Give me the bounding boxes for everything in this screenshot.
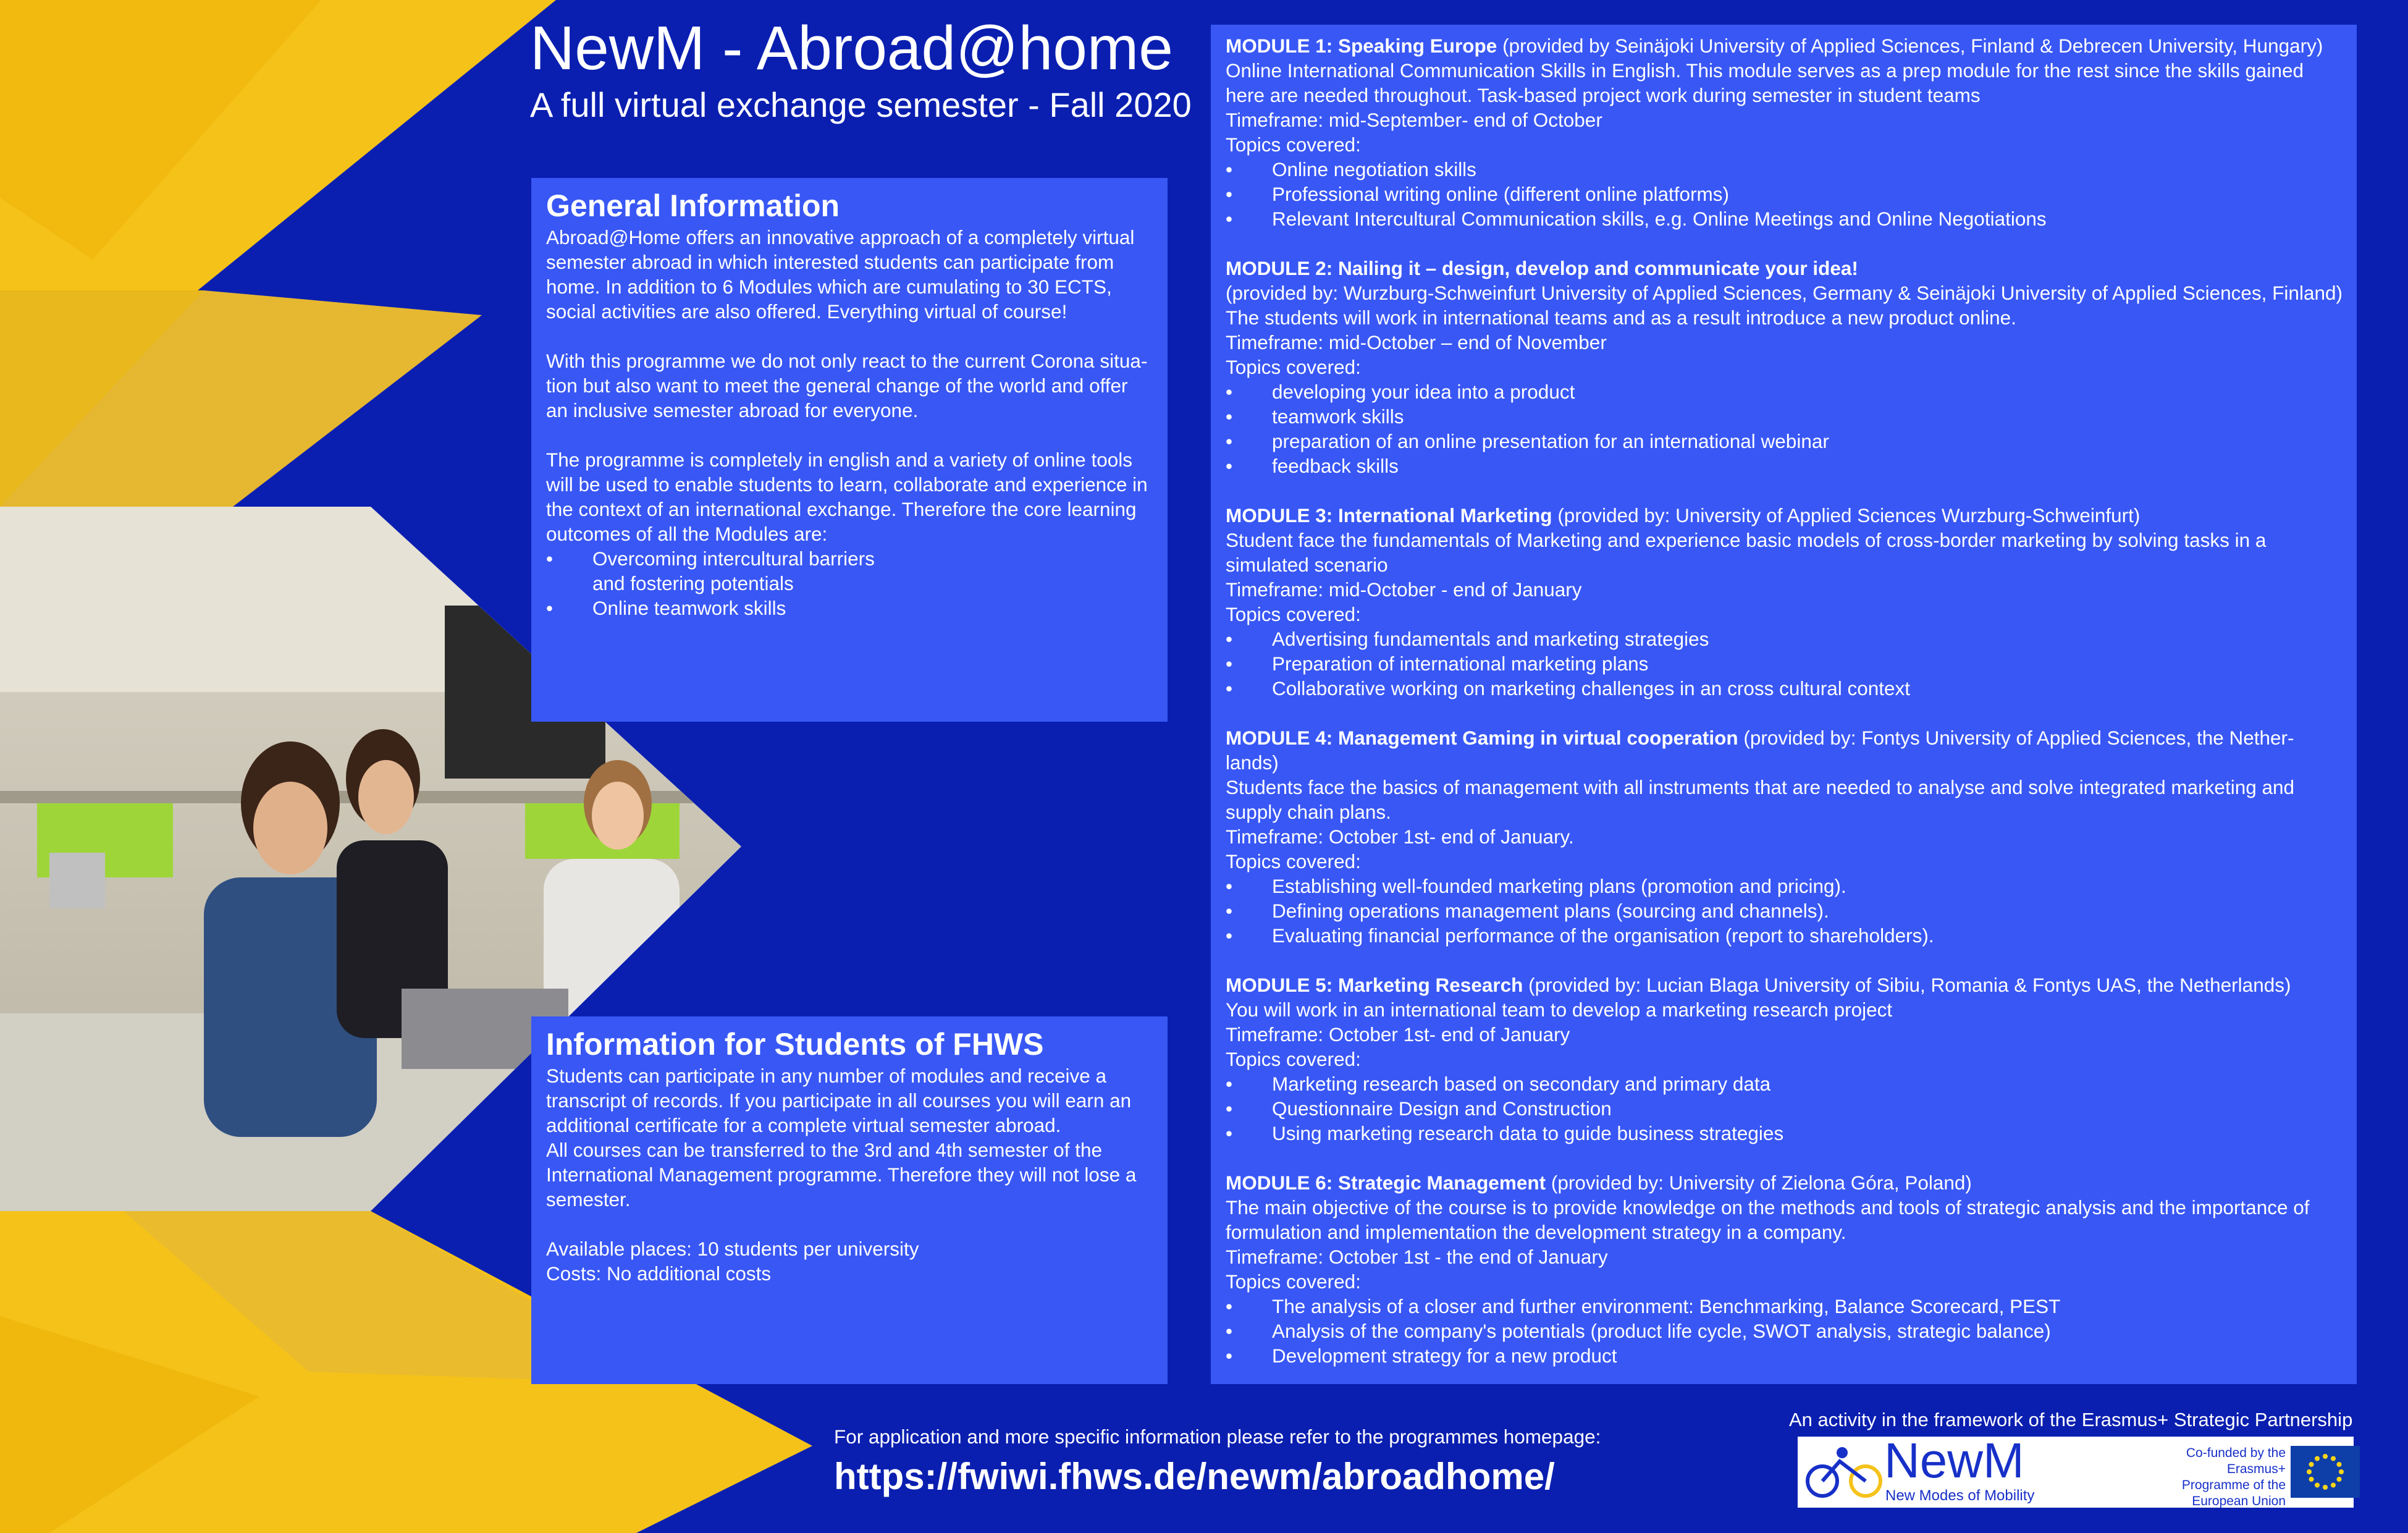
general-bullet: • Overcoming intercultural barriers and fostering potentials xyxy=(546,547,875,594)
module-timeframe: Timeframe: October 1st- end of January xyxy=(1226,1023,1570,1045)
module-topics-label: Topics covered: xyxy=(1226,1270,1361,1293)
general-paragraph-3: The programme is completely in english and a variety of online tools will be used to enable students to learn, collaborate and experience in the context of an international exchange. Therefore the core learning outcomes of all the Modules are: xyxy=(546,449,1148,545)
partner-logos xyxy=(1798,1433,2354,1508)
eu-flag-icon xyxy=(2291,1446,2360,1498)
module-timeframe: Timeframe: mid-October – end of November xyxy=(1226,331,1607,353)
module-topic: • feedback skills xyxy=(1226,455,1399,477)
module-topic: • developing your idea into a product xyxy=(1226,381,1575,403)
erasmus-caption: An activity in the framework of the Erasmus+ Strategic Partnership xyxy=(1789,1409,2353,1430)
module-4 xyxy=(1226,725,2343,948)
page-subtitle: A full virtual exchange semester - Fall 2020 xyxy=(530,85,1192,124)
module-topics-label: Topics covered: xyxy=(1226,850,1361,872)
fhws-available-places: Available places: 10 students per university xyxy=(546,1238,919,1260)
module-description: Students face the basics of management with all instruments that are needed to analyse and solve integrated marketing and supply chain plans. xyxy=(1226,776,2295,823)
module-topic: • Using marketing research data to guide business strategies xyxy=(1226,1122,1784,1144)
module-1 xyxy=(1226,33,2343,231)
bicycle-logo-icon xyxy=(1804,1443,1884,1501)
module-topic: • Questionnaire Design and Construction xyxy=(1226,1097,1612,1120)
module-topic: • Relevant Intercultural Communication skills, e.g. Online Meetings and Online Negotiations xyxy=(1226,208,2047,230)
module-topics-label: Topics covered: xyxy=(1226,356,1361,378)
general-paragraph-2: With this programme we do not only react to the current Corona situa-tion but also want to meet the general change of the world and offer an inclusive semester abroad for everyone. xyxy=(546,350,1148,421)
general-bullet: • Online teamwork skills xyxy=(546,597,786,619)
module-heading: MODULE 5: Marketing Research (provided by: Lucian Blaga University of Sibiu, Romania & Fontys UAS, the Netherlands) xyxy=(1226,974,2291,996)
module-topic: • Online negotiation skills xyxy=(1226,158,1476,180)
module-topic: • The analysis of a closer and further environment: Benchmarking, Balance Scorecard, PEST xyxy=(1226,1295,2061,1317)
module-description: Online International Communication Skills in English. This module serves as a prep module for the rest since the skills gained here are needed throughout. Task-based project work during semester in student teams xyxy=(1226,59,2304,106)
eu-cofunded-text: Co-funded by the Erasmus+ Programme of the European Union xyxy=(2181,1446,2286,1508)
module-topic: • Professional writing online (different online platforms) xyxy=(1226,183,1730,205)
general-paragraph-1: Abroad@Home offers an innovative approach of a completely virtual semester abroad in which interested students can participate from home. In addition to 6 Modules which are cumulating to 30 ECTS, social activities are also offered. Everything virtual of course! xyxy=(546,226,1135,323)
module-timeframe: Timeframe: October 1st - the end of January xyxy=(1226,1246,1608,1268)
fhws-heading: Information for Students of FHWS xyxy=(546,1027,1044,1062)
module-description: The students will work in international teams and as a result introduce a new product online. xyxy=(1226,306,2016,329)
newm-logo-text: NewM xyxy=(1884,1433,2024,1488)
homepage-link[interactable]: https://fwiwi.fhws.de/newm/abroadhome/ xyxy=(834,1456,1555,1497)
fhws-paragraph-2: All courses can be transferred to the 3rd and 4th semester of the International Management programme. Therefore they will not lose a semester. xyxy=(546,1139,1137,1210)
module-provider: (provided by: Wurzburg-Schweinfurt University of Applied Sciences, Germany & Seinäjoki University of Applied Sciences, Finland) xyxy=(1226,282,2343,304)
fhws-costs: Costs: No additional costs xyxy=(546,1262,772,1285)
module-topic: • Marketing research based on secondary and primary data xyxy=(1226,1073,1771,1095)
module-heading: MODULE 2: Nailing it – design, develop and communicate your idea! xyxy=(1226,257,1858,279)
module-topics-label: Topics covered: xyxy=(1226,133,1361,156)
module-topics-label: Topics covered: xyxy=(1226,603,1361,625)
page-title: NewM - Abroad@home xyxy=(530,14,1173,83)
module-heading: MODULE 1: Speaking Europe (provided by Seinäjoki University of Applied Sciences, Finland & Debrecen University, Hungary) xyxy=(1226,35,2323,57)
module-topic: • preparation of an online presentation for an international webinar xyxy=(1226,430,1829,452)
module-3 xyxy=(1226,503,2343,701)
module-6 xyxy=(1226,1170,2343,1368)
general-information-panel xyxy=(531,178,1168,722)
module-timeframe: Timeframe: mid-October - end of January xyxy=(1226,578,1582,601)
general-heading: General Information xyxy=(546,188,840,223)
module-topic: • Analysis of the company's potentials (product life cycle, SWOT analysis, strategic balance) xyxy=(1226,1320,2051,1342)
module-5 xyxy=(1226,973,2343,1146)
fhws-paragraph-1: Students can participate in any number of modules and receive a transcript of records. If you participate in all courses you will earn an additional certificate for a complete virtual semester abroad. xyxy=(546,1065,1132,1136)
module-topics-label: Topics covered: xyxy=(1226,1048,1361,1070)
module-heading: MODULE 3: International Marketing (provided by: University of Applied Sciences Wurzburg-Schweinfurt) xyxy=(1226,504,2141,526)
module-2 xyxy=(1226,256,2343,478)
newm-logo-subtitle: New Modes of Mobility xyxy=(1885,1487,2035,1504)
module-timeframe: Timeframe: mid-September- end of October xyxy=(1226,109,1602,131)
module-heading: MODULE 6: Strategic Management (provided by: University of Zielona Góra, Poland) xyxy=(1226,1172,1972,1194)
module-topic: • Evaluating financial performance of the organisation (report to shareholders). xyxy=(1226,924,1934,947)
module-description: The main objective of the course is to provide knowledge on the methods and tools of strategic analysis and the importance of formulation and implementation the development strategy in a company. xyxy=(1226,1196,2310,1243)
module-description: You will work in an international team to develop a marketing research project xyxy=(1226,999,1893,1021)
fhws-information-panel xyxy=(531,1016,1168,1384)
module-topic: • Preparation of international marketing plans xyxy=(1226,652,1649,675)
footer-info-text: For application and more specific information please refer to the programmes homepage: xyxy=(834,1425,1601,1448)
module-topic: • teamwork skills xyxy=(1226,405,1404,428)
module-description: Student face the fundamentals of Marketing and experience basic models of cross-border marketing by solving tasks in a simulated scenario xyxy=(1226,529,2267,576)
module-topic: • Defining operations management plans (sourcing and channels). xyxy=(1226,900,1829,922)
modules-panel xyxy=(1211,25,2357,1384)
module-heading: MODULE 4: Management Gaming in virtual cooperation (provided by: Fontys University of Applied Sciences, the Nether-lands) xyxy=(1226,727,2294,774)
module-topic: • Establishing well-founded marketing plans (promotion and pricing). xyxy=(1226,875,1846,897)
module-topic: • Advertising fundamentals and marketing strategies xyxy=(1226,628,1709,650)
module-topic: • Collaborative working on marketing challenges in an cross cultural context xyxy=(1226,677,1911,699)
module-timeframe: Timeframe: October 1st- end of January. xyxy=(1226,826,1574,848)
module-topic: • Development strategy for a new product xyxy=(1226,1345,1617,1367)
